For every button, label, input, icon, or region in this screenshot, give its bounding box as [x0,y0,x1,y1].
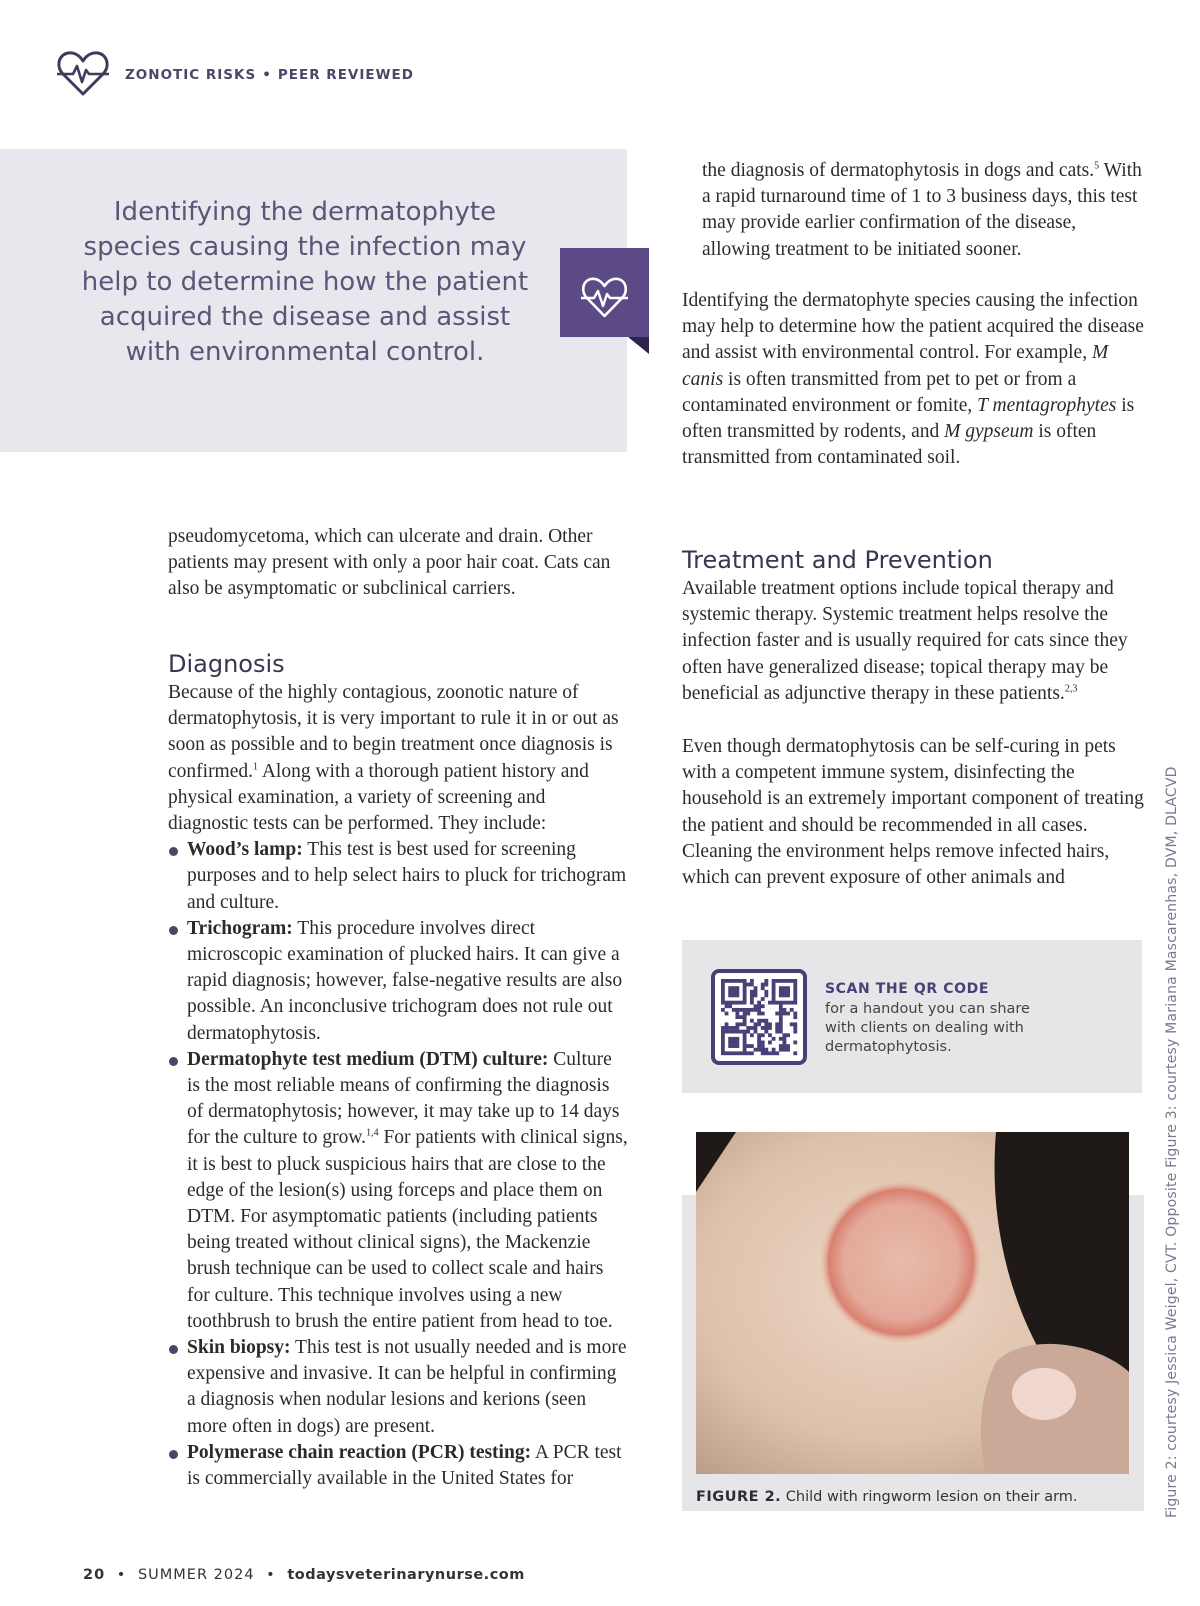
list-item [168,1335,628,1440]
species-paragraph [682,288,1144,471]
list-item [168,916,628,1047]
bullet-term: Trichogram: [187,917,293,939]
heart-pulse-icon [560,248,649,337]
qr-code-graphic [715,973,803,1061]
figure-caption [696,1489,1078,1505]
reference-1-4: 1,4 [366,1127,379,1139]
species-text-a: Identifying the dermatophyte species causing the infection may help to determine how the patient acquired the disease and assist with environmental control. For example, [682,290,1144,364]
bullet-text: This test is not usually needed and is more expensive and invasive. It can be helpful in confirming a diagnosis when nodular lesions and kerions (seen more often in dogs) are present. [187,1337,627,1437]
badge-fold [628,337,649,354]
diagnostic-tests-list [168,837,628,1492]
species-t-mentagrophytes: T mentagrophytes [977,394,1117,416]
reference-2-3: 2,3 [1064,683,1078,695]
pull-quote-badge [560,248,649,337]
figure-caption-text: Child with ringworm lesion on their arm. [781,1489,1078,1505]
pull-quote-text: Identifying the dermatophyte species causing the infection may help to determine how the patient acquired the disease and assist with environmental control. [81,197,529,367]
header-section: ZONOTIC RISKS [125,67,257,83]
bullet-term: Polymerase chain reaction (PCR) testing: [187,1441,532,1463]
list-item [168,1440,628,1492]
pcr-continuation-paragraph [702,158,1144,263]
heart-pulse-logo-icon [56,48,110,98]
page-number: 20 [83,1567,106,1583]
species-m-gypseum: M gypseum [944,421,1034,443]
treatment-text-1: Available treatment options include topical therapy and systemic therapy. Systemic treatment helps resolve the infection faster and is usually required for cats since they often have generalized disease; topical therapy may be beneficial as adjunctive therapy in these patients. [682,578,1128,704]
list-item [168,837,628,916]
qr-code-icon[interactable] [711,969,807,1065]
bullet-text: This procedure involves direct microscopic examination of plucked hairs. It can give a rapid diagnosis; however, false-negative results are also possible. An inconclusive trichogram does not rule out dermatophytosis. [187,917,623,1044]
diagnosis-heading: Diagnosis [168,650,285,678]
bullet-text-2: For patients with clinical signs, it is best to pluck suspicious hairs that are close to the edge of the lesion(s) using forceps and place them on DTM. For asymptomatic patients (including patients being treated without clinical signs), the Mackenzie brush technique can be used to collect scale and hairs for culture. This technique involves using a new toothbrush to brush the entire patient from head to toe. [187,1127,628,1332]
reference-1: 1 [253,761,259,773]
header-section-label [125,67,414,83]
treatment-paragraph-2: Even though dermatophytosis can be self-curing in pets with a competent immune system, disinfecting the household is an extremely important component of treating the patient and should be recommended in all cases. Cleaning the environment helps remove infected hairs, which can prevent exposure of other animals and [682,736,1144,889]
diagnosis-text: Because of the highly contagious, zoonotic nature of dermatophytosis, it is very important to rule it in or out as soon as possible and to begin treatment once diagnosis is confirmed. [168,682,619,782]
treatment-heading: Treatment and Prevention [682,546,993,574]
bullet-term: Dermatophyte test medium (DTM) culture: [187,1048,549,1070]
reference-5: 5 [1094,160,1100,172]
diagnosis-body [168,680,628,1492]
list-item [168,1047,628,1335]
species-text-b: is often transmitted from pet to pet or from a contaminated environment or fomite, [682,368,1077,416]
species-text-c: is often transmitted by rodents, and [682,394,1135,443]
figure-label: FIGURE 2. [696,1489,782,1505]
diagnosis-text-cont: Along with a thorough patient history and physical examination, a variety of screening and diagnostic tests can be performed. They include: [168,760,589,835]
diagnosis-paragraph [168,680,628,837]
bullet-term: Skin biopsy: [187,1337,291,1359]
bullet-text: This test is best used for screening purposes and to help select hairs to pluck for trichogram and culture. [187,839,627,913]
species-text-d: is often transmitted from contaminated soil. [682,421,1097,469]
photo-credit: Figure 2: courtesy Jessica Weigel, CVT. Opposite Figure 3: courtesy Mariana Mascarenhas, DVM, DLACVD [1164,766,1180,1518]
pcr-cont-text-2: With a rapid turnaround time of 1 to 3 business days, this test may provide earlier confirmation of the disease, allowing treatment to be initiated sooner. [702,160,1142,260]
species-m-canis: M canis [682,342,1109,390]
pcr-cont-text: the diagnosis of dermatophytosis in dogs and cats. [702,160,1095,181]
footer-separator: • [116,1567,127,1583]
bullet-text: Culture is the most reliable means of confirming the diagnosis of dermatophytosis; however, it may take up to 14 days for the culture to grow. [187,1048,620,1149]
qr-title: SCAN THE QR CODE [825,981,990,997]
ringworm-lesion-photo [696,1132,1129,1474]
bullet-term: Wood’s lamp: [187,839,303,861]
footer-separator: • [266,1567,276,1583]
header-separator: • [262,67,272,83]
website-link[interactable]: todaysveterinarynurse.com [287,1567,525,1583]
issue-label: SUMMER 2024 [137,1567,255,1583]
header-peer-reviewed: PEER REVIEWED [277,67,414,83]
page-footer [83,1567,525,1583]
treatment-paragraph-1 [682,576,1144,707]
qr-description: for a handout you can share with clients on dealing with dermatophytosis. [825,1001,1030,1055]
bullet-text: A PCR test is commercially available in the United States for [187,1441,622,1490]
intro-paragraph: pseudomycetoma, which can ulcerate and drain. Other patients may present with only a poor hair coat. Cats can also be asymptomatic or subclinical carriers. [168,526,611,600]
